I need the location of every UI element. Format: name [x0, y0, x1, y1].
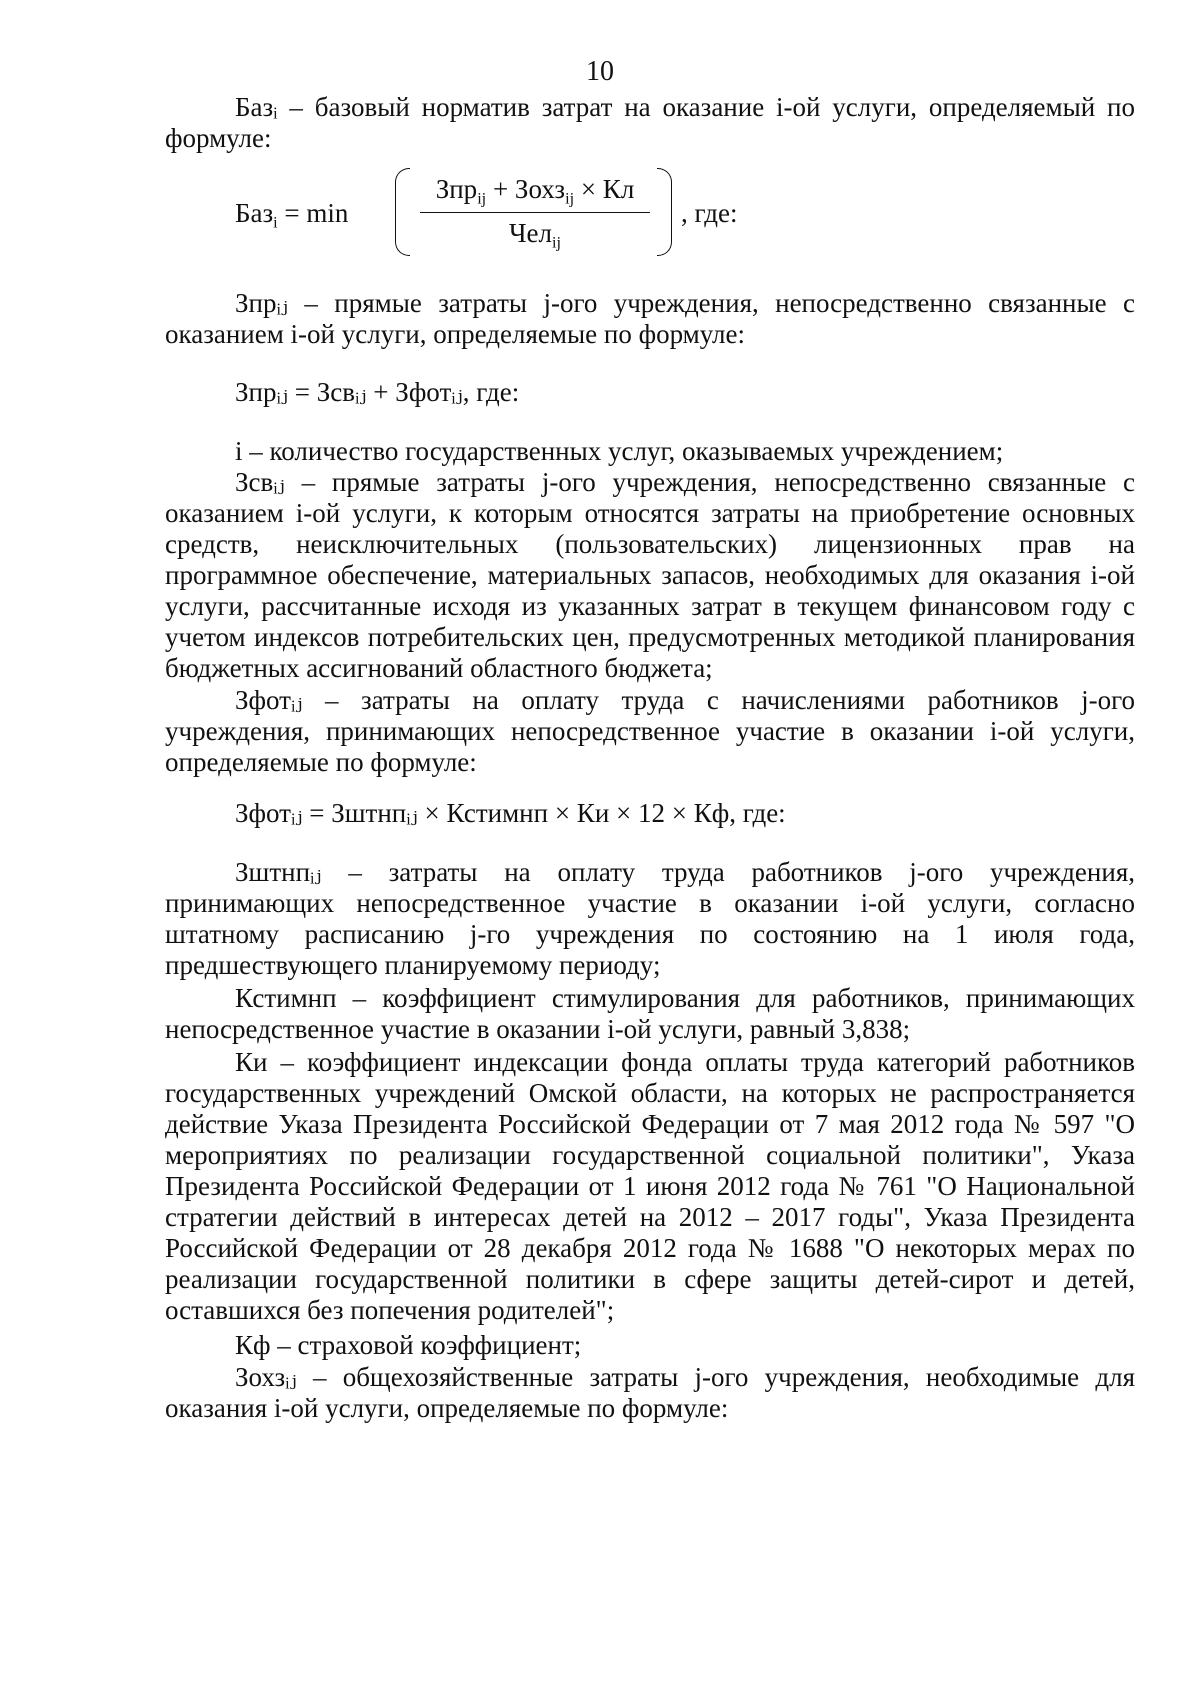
- num-a-sub: ij: [477, 189, 487, 208]
- formula-baz-numerator: [420, 174, 650, 208]
- den-sub: ij: [552, 233, 561, 252]
- paragraph-zshtnp: Зштнпᵢⱼ – затраты на оплату труда работников j-ого учреждения, принимающих непосредственное участие в оказании i-ой услуги, согласно штатному расписанию j-го учреждения по состоянию на 1 июля года, предшествующего планируемому периоду;: [165, 857, 1135, 980]
- page-number: 10: [586, 56, 614, 87]
- num-mid: + Зохз: [486, 174, 566, 204]
- formula-zpr: Зпрᵢⱼ = Зсвᵢⱼ + Зфотᵢⱼ, где:: [235, 377, 520, 407]
- formula-baz-lhs-text: Баз: [235, 198, 274, 228]
- paragraph-kstimnp: Кстимнп – коэффициент стимулирования для работников, принимающих непосредственное участие в оказании i-ой услуги, равный 3,838;: [165, 983, 1135, 1044]
- paragraph-zfot: Зфотᵢⱼ – затраты на оплату труда с начислениями работников j-ого учреждения, принимающих непосредственное участие в оказании i-ой услуги, определяемые по формуле:: [165, 685, 1135, 777]
- formula-baz-denominator: [420, 218, 650, 252]
- paragraph-zpr: Зпрᵢⱼ – прямые затраты j-ого учреждения, непосредственно связанные с оказанием i-ой услуги, определяемые по формуле:: [165, 288, 1135, 349]
- right-paren: [657, 168, 672, 256]
- paragraph-kf: Кф – страховой коэффициент;: [235, 1330, 582, 1360]
- paragraph-zohz: Зохзᵢⱼ – общехозяйственные затраты j-ого учреждения, необходимые для оказания i-ой услуги, определяемые по формуле:: [165, 1362, 1135, 1423]
- den-text: Чел: [508, 218, 552, 248]
- fraction-bar: [420, 212, 650, 213]
- left-paren: [395, 168, 410, 256]
- paragraph-ki: Ки – коэффициент индексации фонда оплаты труда категорий работников государственных учреждений Омской области, на которых не распространяется действие Указа Президента Российской Федерации от 7 мая 2012 года № 597 "О мероприятиях по реализации государственной социальной политики", Указа Президента Российской Федерации от 1 июня 2012 года № 761 "О Национальной стратегии действий в интересах детей на 2012 – 2017 годы", Указа Президента Российской Федерации от 28 декабря 2012 года № 1688 "О некоторых мерах по реализации государственной политики в сфере защиты детей-сирот и детей, оставшихся без попечения родителей";: [165, 1047, 1135, 1325]
- formula-baz: [235, 168, 755, 258]
- formula-baz-suffix: , где:: [681, 198, 738, 228]
- paragraph-i: i – количество государственных услуг, оказываемых учреждением;: [235, 436, 1004, 466]
- num-a: Зпр: [435, 174, 478, 204]
- num-tail: × Кл: [574, 174, 635, 204]
- formula-baz-lhs-sub: i: [273, 213, 278, 232]
- num-mid-sub: ij: [565, 189, 575, 208]
- formula-baz-min: = min: [277, 198, 349, 228]
- formula-zfot: Зфотᵢⱼ = Зштнпᵢⱼ × Кстимнп × Ки × 12 × Кф, где:: [235, 798, 786, 828]
- intro-paragraph: Базᵢ – базовый норматив затрат на оказание i-ой услуги, определяемый по формуле:: [165, 92, 1135, 153]
- formula-baz-lhs: [235, 198, 349, 232]
- paragraph-zsv: Зсвᵢⱼ – прямые затраты j-ого учреждения, непосредственно связанные с оказанием i-ой услуги, к которым относятся затраты на приобретение основных средств, неисключительных (пользовательских) лицензионных прав на программное обеспечение, материальных запасов, необходимых для оказания i-ой услуги, рассчитанные исходя из указанных затрат в текущем финансовом году с учетом индексов потребительских цен, предусмотренных методикой планирования бюджетных ассигнований областного бюджета;: [165, 467, 1135, 683]
